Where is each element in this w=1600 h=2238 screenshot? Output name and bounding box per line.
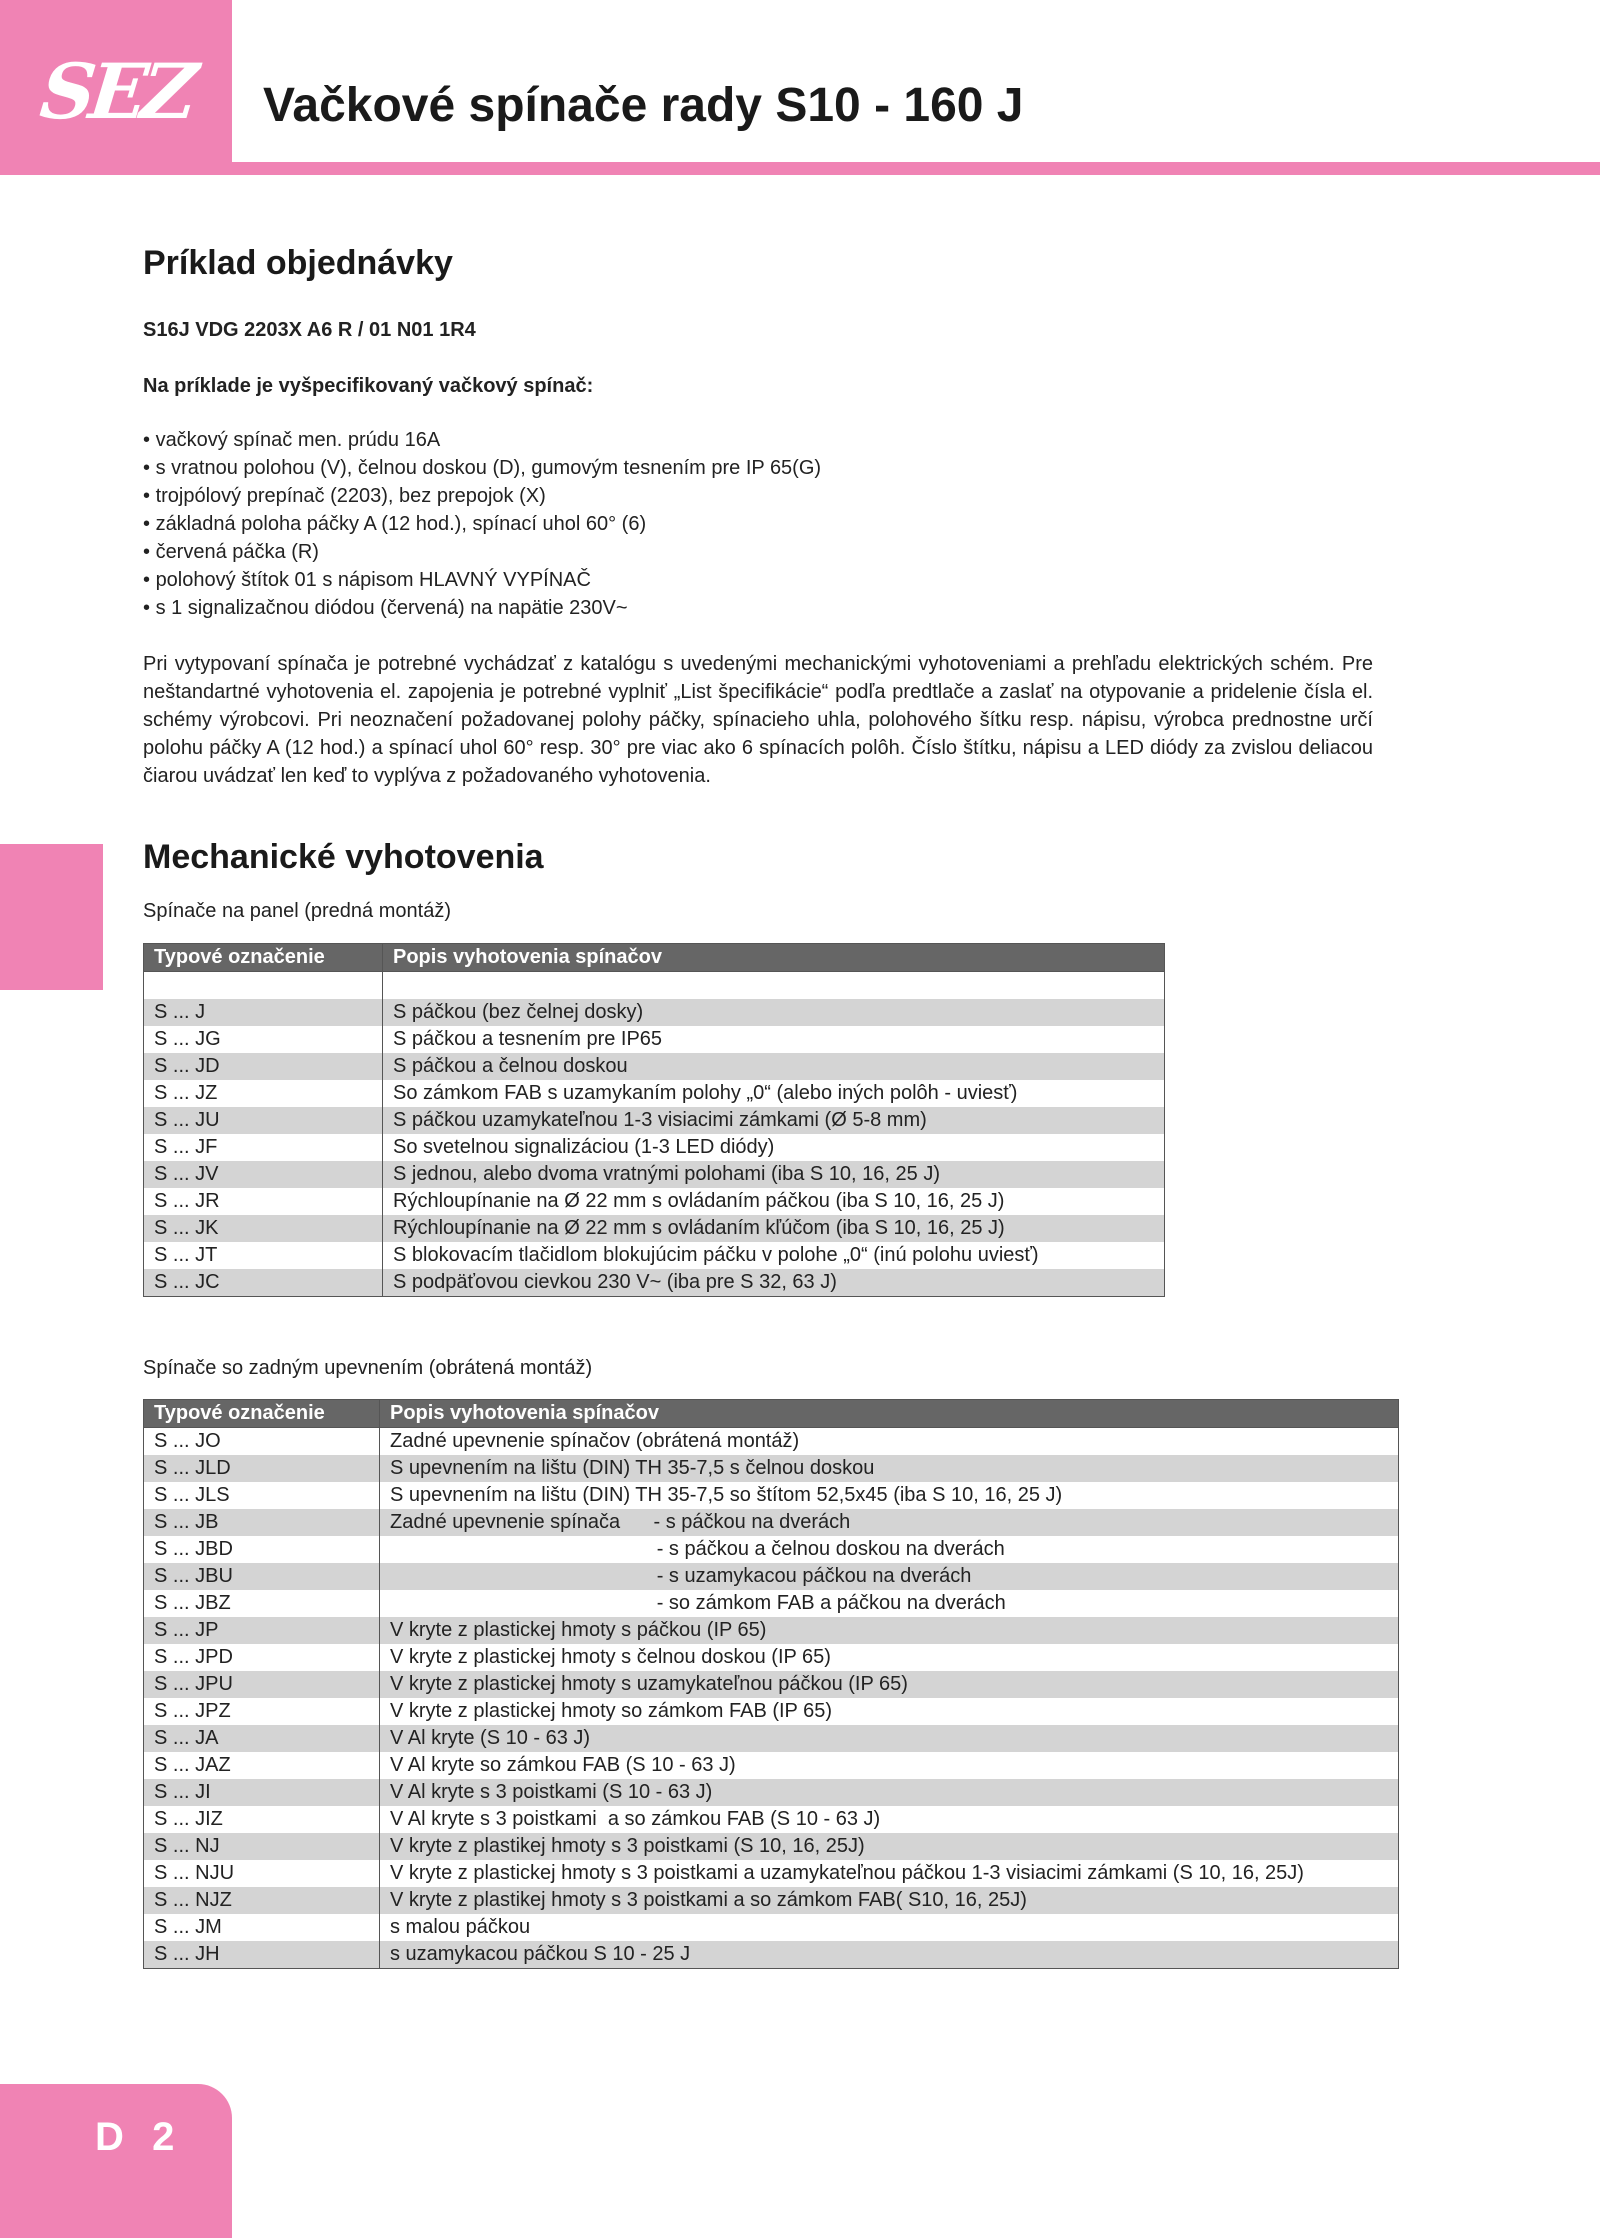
table-row xyxy=(144,1833,1399,1860)
description-cell: S upevnením na lištu (DIN) TH 35-7,5 so štítom 52,5x45 (iba S 10, 16, 25 J) xyxy=(380,1482,1399,1509)
type-code-cell: S ... NJU xyxy=(144,1860,380,1887)
spec-bullet-item: • s vratnou polohou (V), čelnou doskou (D), gumovým tesnením pre IP 65(G) xyxy=(143,454,821,482)
description-cell: S páčkou uzamykateľnou 1-3 visiacimi zámkami (Ø 5-8 mm) xyxy=(383,1107,1165,1134)
table2-caption: Spínače so zadným upevnením (obrátená montáž) xyxy=(143,1357,593,1379)
description-cell: s uzamykacou páčkou S 10 - 25 J xyxy=(380,1941,1399,1969)
description-cell: V kryte z plastickej hmoty s páčkou (IP 65) xyxy=(380,1617,1399,1644)
type-code-cell: S ... JP xyxy=(144,1617,380,1644)
table-row xyxy=(144,1644,1399,1671)
table-row xyxy=(144,1428,1399,1456)
table-row xyxy=(144,1563,1399,1590)
description-cell: V kryte z plastickej hmoty s čelnou doskou (IP 65) xyxy=(380,1644,1399,1671)
column-header-description: Popis vyhotovenia spínačov xyxy=(383,944,1165,972)
type-code-cell: S ... JR xyxy=(144,1188,383,1215)
order-code: S16J VDG 2203X A6 R / 01 N01 1R4 xyxy=(143,319,476,341)
page-title: Vačkové spínače rady S10 - 160 J xyxy=(263,79,1024,132)
type-code-cell: S ... JM xyxy=(144,1914,380,1941)
description-cell: Zadné upevnenie spínača - s páčkou na dverách xyxy=(380,1509,1399,1536)
table-header-row xyxy=(144,944,1165,972)
table-row xyxy=(144,1134,1165,1161)
description-cell: - s páčkou a čelnou doskou na dverách xyxy=(380,1536,1399,1563)
table-row xyxy=(144,1779,1399,1806)
type-code-cell: S ... JBD xyxy=(144,1536,380,1563)
type-code-cell: S ... JZ xyxy=(144,1080,383,1107)
type-code-cell: S ... JBU xyxy=(144,1563,380,1590)
type-code-cell: S ... JK xyxy=(144,1215,383,1242)
table-row xyxy=(144,1080,1165,1107)
brand-logo: SEZ xyxy=(36,47,196,136)
table-row xyxy=(144,1536,1399,1563)
type-code-cell: S ... JPD xyxy=(144,1644,380,1671)
description-cell: V Al kryte s 3 poistkami a so zámkou FAB (S 10 - 63 J) xyxy=(380,1806,1399,1833)
type-code-cell: S ... JA xyxy=(144,1725,380,1752)
table-row xyxy=(144,1941,1399,1969)
description-cell: S podpäťovou cievkou 230 V~ (iba pre S 32, 63 J) xyxy=(383,1269,1165,1297)
table-row xyxy=(144,1161,1165,1188)
type-code-cell: S ... JB xyxy=(144,1509,380,1536)
table-header-row xyxy=(144,1400,1399,1428)
type-code-cell: S ... JAZ xyxy=(144,1752,380,1779)
order-example-heading: Príklad objednávky xyxy=(143,244,453,282)
section-side-tab xyxy=(0,844,103,990)
description-cell xyxy=(383,972,1165,1000)
description-cell: V kryte z plastikej hmoty s 3 poistkami (S 10, 16, 25J) xyxy=(380,1833,1399,1860)
table1-caption: Spínače na panel (predná montáž) xyxy=(143,900,451,922)
type-code-cell: S ... JLS xyxy=(144,1482,380,1509)
description-cell: Rýchloupínanie na Ø 22 mm s ovládaním kľúčom (iba S 10, 16, 25 J) xyxy=(383,1215,1165,1242)
type-code-cell: S ... JF xyxy=(144,1134,383,1161)
description-cell: S páčkou a tesnením pre IP65 xyxy=(383,1026,1165,1053)
spec-bullet-list xyxy=(143,426,821,622)
type-code-cell: S ... NJ xyxy=(144,1833,380,1860)
spec-bullet-item: • základná poloha páčky A (12 hod.), spínací uhol 60° (6) xyxy=(143,510,821,538)
description-cell: V Al kryte s 3 poistkami (S 10 - 63 J) xyxy=(380,1779,1399,1806)
table-row xyxy=(144,1269,1165,1297)
table-row xyxy=(144,1914,1399,1941)
type-code-cell: S ... JV xyxy=(144,1161,383,1188)
table-row xyxy=(144,1725,1399,1752)
order-paragraph: Pri vytypovaní spínača je potrebné vychádzať z katalógu s uvedenými mechanickými vyhotoveniami a prehľadu elektrických schém. Pre neštandartné vyhotovenia el. zapojenia je potrebné vyplniť „List špecifikácie“ podľa predtlače a zaslať na otypovanie a pridelenie čísla el. schémy výrobcovi. Pri neoznačení požadovanej polohy páčky, spínacieho uhla, polohového šítku resp. nápisu, výrobca prednostne určí polohu páčky A (12 hod.) a spínací uhol 60° resp. 30° pre viac ako 6 spínacích polôh. Číslo štítku, nápisu a LED diódy za zvislou deliacou čiarou uvádzať len keď to vyplýva z požadovaného vyhotovenia. xyxy=(143,653,1373,787)
type-code-cell: S ... JI xyxy=(144,1779,380,1806)
table-row xyxy=(144,1617,1399,1644)
spec-bullet-item: • polohový štítok 01 s nápisom HLAVNÝ VYPÍNAČ xyxy=(143,566,821,594)
type-code-cell: S ... JBZ xyxy=(144,1590,380,1617)
type-code-cell: S ... J xyxy=(144,999,383,1026)
rear-mount-table xyxy=(143,1399,1399,1969)
description-cell: - so zámkom FAB a páčkou na dverách xyxy=(380,1590,1399,1617)
type-code-cell: S ... JLD xyxy=(144,1455,380,1482)
spec-bullet-item: • vačkový spínač men. prúdu 16A xyxy=(143,426,821,454)
page-number: D 2 xyxy=(95,2115,177,2159)
type-code-cell: S ... JG xyxy=(144,1026,383,1053)
description-cell: Zadné upevnenie spínačov (obrátená montáž) xyxy=(380,1428,1399,1456)
spec-bullet-item: • trojpólový prepínač (2203), bez prepojok (X) xyxy=(143,482,821,510)
table-row xyxy=(144,1455,1399,1482)
type-code-cell: S ... JO xyxy=(144,1428,380,1456)
type-code-cell: S ... JIZ xyxy=(144,1806,380,1833)
table-row xyxy=(144,1860,1399,1887)
type-code-cell: S ... JD xyxy=(144,1053,383,1080)
spec-bullet-item: • červená páčka (R) xyxy=(143,538,821,566)
table-row xyxy=(144,1887,1399,1914)
table-row xyxy=(144,1590,1399,1617)
type-code-cell: S ... JT xyxy=(144,1242,383,1269)
table-row xyxy=(144,1806,1399,1833)
description-cell: S páčkou a čelnou doskou xyxy=(383,1053,1165,1080)
description-cell: V kryte z plastickej hmoty s 3 poistkami a uzamykateľnou páčkou 1-3 visiacimi zámkami (S 10, 16, 25J) xyxy=(380,1860,1399,1887)
table-row xyxy=(144,1026,1165,1053)
description-cell: S upevnením na lištu (DIN) TH 35-7,5 s čelnou doskou xyxy=(380,1455,1399,1482)
description-cell: Rýchloupínanie na Ø 22 mm s ovládaním páčkou (iba S 10, 16, 25 J) xyxy=(383,1188,1165,1215)
description-cell: S jednou, alebo dvoma vratnými polohami (iba S 10, 16, 25 J) xyxy=(383,1161,1165,1188)
mechanical-heading: Mechanické vyhotovenia xyxy=(143,838,544,876)
column-header-type: Typové označenie xyxy=(144,1400,380,1428)
table-row xyxy=(144,1188,1165,1215)
description-cell: V kryte z plastickej hmoty so zámkom FAB (IP 65) xyxy=(380,1698,1399,1725)
table-row xyxy=(144,1482,1399,1509)
description-cell: V Al kryte (S 10 - 63 J) xyxy=(380,1725,1399,1752)
type-code-cell: S ... JU xyxy=(144,1107,383,1134)
description-cell: V kryte z plastikej hmoty s 3 poistkami a so zámkom FAB( S10, 16, 25J) xyxy=(380,1887,1399,1914)
type-code-cell xyxy=(144,972,383,1000)
description-cell: s malou páčkou xyxy=(380,1914,1399,1941)
type-code-cell: S ... NJZ xyxy=(144,1887,380,1914)
table-row xyxy=(144,1752,1399,1779)
table-row xyxy=(144,1509,1399,1536)
description-cell: - s uzamykacou páčkou na dverách xyxy=(380,1563,1399,1590)
table-row xyxy=(144,1215,1165,1242)
description-cell: S blokovacím tlačidlom blokujúcim páčku v polohe „0“ (inú polohu uviesť) xyxy=(383,1242,1165,1269)
type-code-cell: S ... JPU xyxy=(144,1671,380,1698)
logo-box xyxy=(0,0,232,175)
table-row xyxy=(144,1242,1165,1269)
footer-tab xyxy=(0,2084,232,2238)
type-code-cell: S ... JC xyxy=(144,1269,383,1297)
description-cell: So zámkom FAB s uzamykaním polohy „0“ (alebo iných polôh - uviesť) xyxy=(383,1080,1165,1107)
header-accent-line xyxy=(232,162,1600,175)
order-intro: Na príklade je vyšpecifikovaný vačkový spínač: xyxy=(143,375,594,397)
description-cell: S páčkou (bez čelnej dosky) xyxy=(383,999,1165,1026)
description-cell: So svetelnou signalizáciou (1-3 LED diódy) xyxy=(383,1134,1165,1161)
spec-bullet-item: • s 1 signalizačnou diódou (červená) na napätie 230V~ xyxy=(143,594,821,622)
type-code-cell: S ... JPZ xyxy=(144,1698,380,1725)
table-row xyxy=(144,999,1165,1026)
type-code-cell: S ... JH xyxy=(144,1941,380,1969)
table-row xyxy=(144,1698,1399,1725)
table-row xyxy=(144,972,1165,1000)
front-mount-table xyxy=(143,943,1165,1297)
table-row xyxy=(144,1671,1399,1698)
column-header-description: Popis vyhotovenia spínačov xyxy=(380,1400,1399,1428)
table-row xyxy=(144,1053,1165,1080)
table-row xyxy=(144,1107,1165,1134)
description-cell: V kryte z plastickej hmoty s uzamykateľnou páčkou (IP 65) xyxy=(380,1671,1399,1698)
column-header-type: Typové označenie xyxy=(144,944,383,972)
description-cell: V Al kryte so zámkou FAB (S 10 - 63 J) xyxy=(380,1752,1399,1779)
